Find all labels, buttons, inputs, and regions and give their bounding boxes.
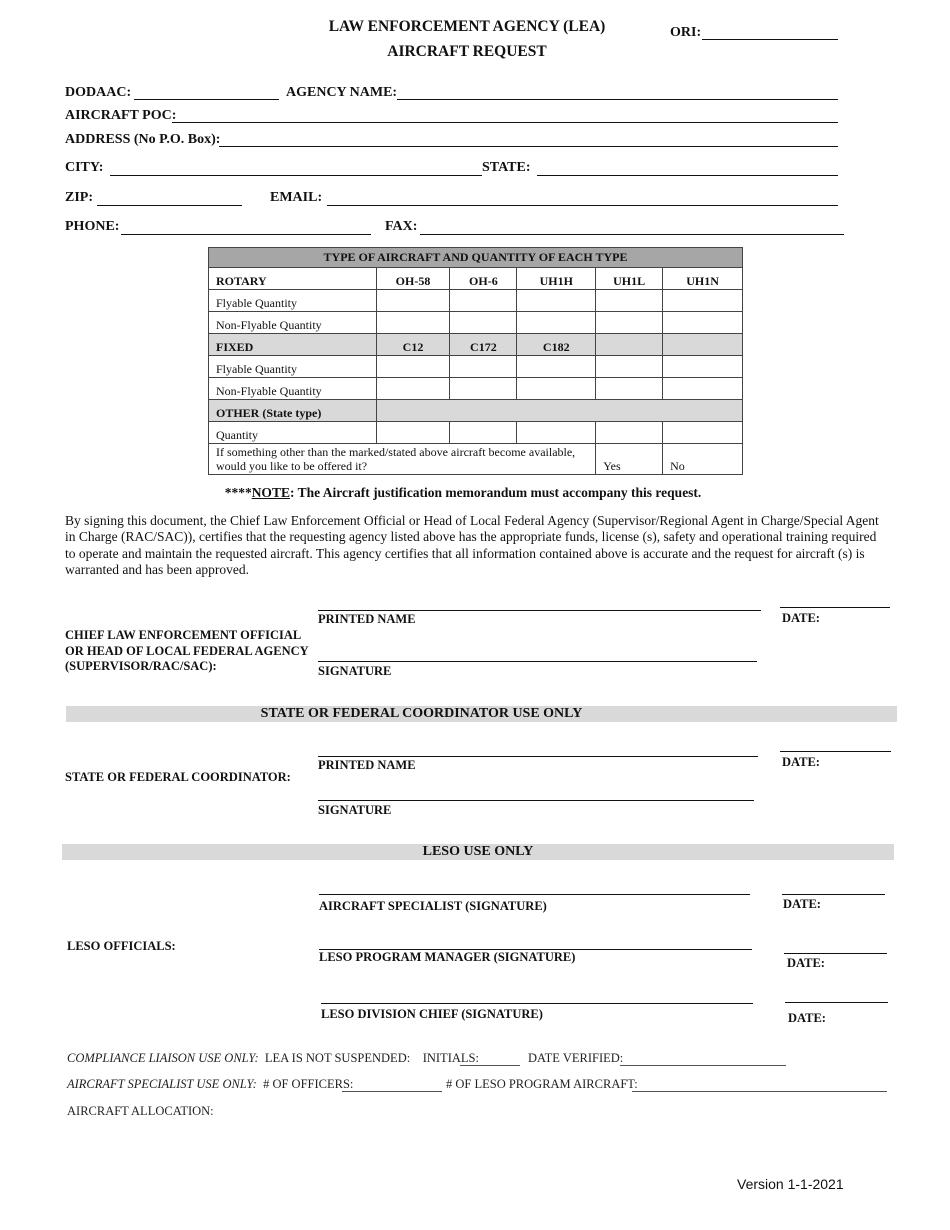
table-title: TYPE OF AIRCRAFT AND QUANTITY OF EACH TYPE [209,248,743,268]
agency-name-label: AGENCY NAME: [286,85,398,100]
quantity-input-cell[interactable] [596,356,663,378]
quantity-input-cell[interactable] [517,312,596,334]
specialist-signature-label: AIRCRAFT SPECIALIST (SIGNATURE) [319,899,547,913]
fixed-type-cell [663,334,743,356]
rotary-type-cell: UH1N [663,268,743,290]
rotary-type-cell: UH1L [596,268,663,290]
form-subtitle: AIRCRAFT REQUEST [387,43,547,60]
fixed-label: FIXED [209,334,377,356]
specialist-signature-line[interactable] [319,894,750,895]
fax-label: FAX: [385,219,418,234]
zip-label: ZIP: [65,190,93,205]
table-row [209,422,743,444]
dodaac-label: DODAAC: [65,85,132,100]
table-row [209,378,743,400]
chief-printed-name-label: PRINTED NAME [318,612,416,626]
quantity-input-cell[interactable] [517,422,596,444]
leso-band: LESO USE ONLY [62,844,894,860]
table-row [209,444,743,475]
aircraft-type-table [208,247,743,475]
quantity-input-cell[interactable] [517,378,596,400]
quantity-input-cell[interactable] [450,378,517,400]
table-row [209,290,743,312]
offer-yes-option[interactable]: Yes [596,444,663,475]
fixed-flyable-label: Flyable Quantity [209,356,377,378]
table-row [209,356,743,378]
rotary-type-cell: UH1H [517,268,596,290]
fixed-header-row [209,334,743,356]
leso-officials-label: LESO OFFICIALS: [67,939,176,953]
state-label: STATE: [482,160,531,175]
specialist-use-title: AIRCRAFT SPECIALIST USE ONLY: [67,1077,257,1091]
agency-name-input-line[interactable] [397,99,838,100]
quantity-input-cell[interactable] [376,356,450,378]
coordinator-signature-label: SIGNATURE [318,803,392,817]
chief-signature-line[interactable] [318,661,757,662]
fixed-type-cell: C182 [517,334,596,356]
quantity-input-cell[interactable] [663,378,743,400]
coordinator-date-line[interactable] [780,751,891,752]
note-keyword: NOTE [251,485,290,500]
note-text [0,485,926,501]
note-body: : The Aircraft justification memorandum must accompany this request. [289,485,702,500]
chief-printed-name-line[interactable] [318,610,761,611]
division-chief-signature-line[interactable] [321,1003,753,1004]
fixed-non-flyable-label: Non-Flyable Quantity [209,378,377,400]
quantity-input-cell[interactable] [450,356,517,378]
coordinator-signature-line[interactable] [318,800,754,801]
division-chief-date-line[interactable] [785,1002,888,1003]
offer-question: If something other than the marked/stated above aircraft become available, would you like to be offered it? [209,444,596,475]
note-prefix: **** [224,485,252,500]
dodaac-input-line[interactable] [134,99,279,100]
quantity-input-cell[interactable] [517,290,596,312]
state-input-line[interactable] [537,175,838,176]
quantity-input-cell[interactable] [663,312,743,334]
rotary-header-row [209,268,743,290]
city-label: CITY: [65,160,104,175]
quantity-input-cell[interactable] [376,290,450,312]
date-verified-input-line[interactable] [620,1065,786,1066]
quantity-input-cell[interactable] [450,290,517,312]
zip-input-line[interactable] [97,205,242,206]
coordinator-printed-name-label: PRINTED NAME [318,758,416,772]
manager-date-line[interactable] [784,953,887,954]
address-label: ADDRESS (No P.O. Box): [65,132,221,147]
quantity-input-cell[interactable] [663,356,743,378]
date-verified-label: DATE VERIFIED: [528,1051,624,1065]
initials-input-line[interactable] [460,1065,520,1066]
quantity-input-cell[interactable] [376,378,450,400]
aircraft-poc-input-line[interactable] [172,122,838,123]
leso-aircraft-count-label: # OF LESO PROGRAM AIRCRAFT: [446,1077,638,1091]
other-type-input-cell[interactable] [376,400,742,422]
quantity-input-cell[interactable] [596,312,663,334]
manager-signature-label: LESO PROGRAM MANAGER (SIGNATURE) [319,950,576,964]
quantity-input-cell[interactable] [596,290,663,312]
compliance-row [67,1051,479,1066]
rotary-label: ROTARY [209,268,377,290]
initials-label: INITIALS: [422,1051,479,1065]
officers-label: # OF OFFICERS: [263,1077,354,1091]
fax-input-line[interactable] [420,234,844,235]
fixed-type-cell: C12 [376,334,450,356]
quantity-input-cell[interactable] [450,312,517,334]
chief-date-label: DATE: [782,611,820,625]
division-chief-date-label: DATE: [788,1011,826,1025]
not-suspended-label: LEA IS NOT SUSPENDED: [264,1051,411,1065]
other-label: OTHER (State type) [209,400,377,422]
coordinator-band [66,706,897,722]
specialist-use-row [67,1077,353,1092]
phone-label: PHONE: [65,219,120,234]
aircraft-allocation-label: AIRCRAFT ALLOCATION: [67,1104,214,1118]
chief-date-line[interactable] [780,607,890,608]
table-row [209,312,743,334]
ori-label: ORI: [670,25,702,40]
chief-official-label: CHIEF LAW ENFORCEMENT OFFICIAL OR HEAD OF LOCAL FEDERAL AGENCY (SUPERVISOR/RAC/SAC): [65,628,309,673]
other-quantity-label: Quantity [209,422,377,444]
rotary-flyable-label: Flyable Quantity [209,290,377,312]
chief-signature-label: SIGNATURE [318,664,392,678]
quantity-input-cell[interactable] [663,290,743,312]
coordinator-band-title: STATE OR FEDERAL COORDINATOR USE ONLY [260,706,583,721]
certification-paragraph: By signing this document, the Chief Law Enforcement Official or Head of Local Federal Agency (Supervisor/Regional Agent in Charge/Special Agent in Charge (RAC/SAC)), certifies that the requesting agency listed above has the appropriate funds, license (s), safety and operational training required to operate and maintain the requested aircraft. This agency certifies that all information contained above is accurate and the request for aircraft (s) is warranted and has been approved. [65,513,879,577]
email-input-line[interactable] [327,205,838,206]
specialist-date-label: DATE: [783,897,821,911]
quantity-input-cell[interactable] [663,422,743,444]
other-header-row [209,400,743,422]
fixed-type-cell: C172 [450,334,517,356]
leso-aircraft-count-input-line[interactable] [632,1091,887,1092]
rotary-type-cell: OH-6 [450,268,517,290]
form-title: LAW ENFORCEMENT AGENCY (LEA) [328,18,606,35]
fixed-type-cell [596,334,663,356]
officers-input-line[interactable] [342,1091,442,1092]
quantity-input-cell[interactable] [596,378,663,400]
quantity-input-cell[interactable] [450,422,517,444]
quantity-input-cell[interactable] [596,422,663,444]
quantity-input-cell[interactable] [517,356,596,378]
table-header-row [209,248,743,268]
phone-input-line[interactable] [121,234,371,235]
offer-no-option[interactable]: No [663,444,743,475]
coordinator-label: STATE OR FEDERAL COORDINATOR: [65,770,291,784]
city-input-line[interactable] [110,175,482,176]
aircraft-poc-label: AIRCRAFT POC: [65,108,177,123]
quantity-input-cell[interactable] [376,312,450,334]
coordinator-printed-name-line[interactable] [318,756,758,757]
rotary-type-cell: OH-58 [376,268,450,290]
manager-date-label: DATE: [787,956,825,970]
coordinator-date-label: DATE: [782,755,820,769]
division-chief-signature-label: LESO DIVISION CHIEF (SIGNATURE) [321,1007,543,1021]
address-input-line[interactable] [219,146,838,147]
version-label: Version 1-1-2021 [737,1176,844,1192]
email-label: EMAIL: [270,190,323,205]
ori-input-line[interactable] [702,39,838,40]
rotary-non-flyable-label: Non-Flyable Quantity [209,312,377,334]
quantity-input-cell[interactable] [376,422,450,444]
specialist-date-line[interactable] [782,894,885,895]
compliance-title: COMPLIANCE LIAISON USE ONLY: [67,1051,259,1065]
